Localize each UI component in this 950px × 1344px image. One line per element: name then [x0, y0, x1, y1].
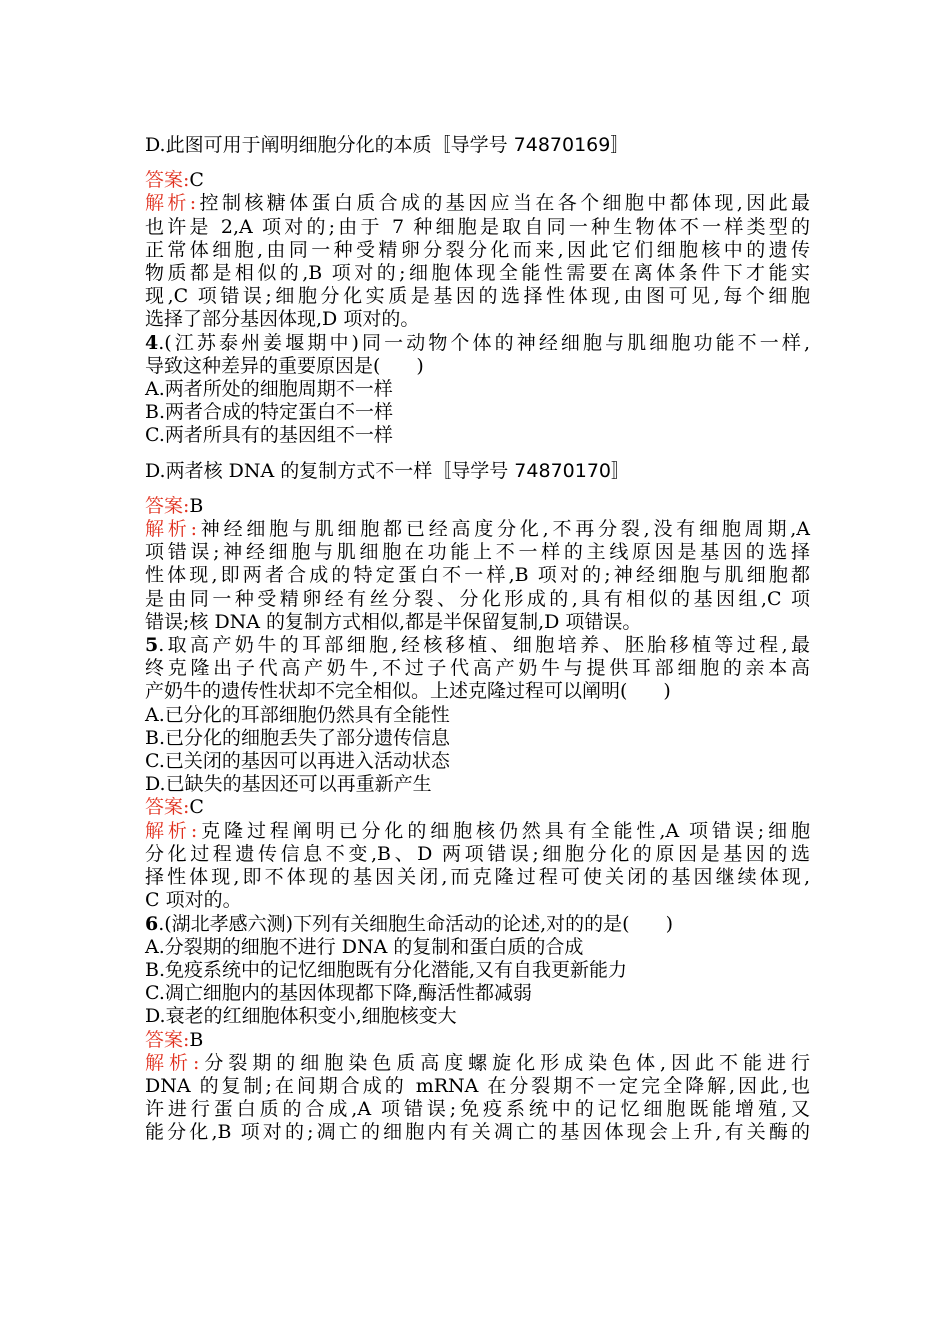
q6-analysis-line: DNA 的复制;在间期合成的 mRNA 在分裂期不一定完全降解,因此,也 — [145, 1074, 810, 1097]
q3-analysis-line: 选择了部分基因体现,D 项对的。 — [145, 308, 420, 331]
q4-analysis-line: 是由同一种受精卵经有丝分裂、分化形成的,具有相似的基因组,C 项 — [145, 587, 810, 610]
q6-option: D.衰老的红细胞体积变小,细胞核变大 — [145, 1005, 457, 1028]
q4-analysis-line: 解析:神经细胞与肌细胞都已经高度分化,不再分裂,没有细胞周期,A — [145, 518, 811, 541]
q5-option: C.已关闭的基因可以再进入活动状态 — [145, 750, 450, 773]
q4-option-d: D.两者核 DNA 的复制方式不一样〚导学号 74870170〛 — [145, 459, 631, 482]
q4-answer: 答案:B — [145, 494, 204, 517]
document-page — [145, 134, 810, 1145]
q3-analysis-line: 解析:控制核糖体蛋白质合成的基因应当在各个细胞中都体现,因此最 — [145, 192, 810, 215]
q6-answer: 答案:B — [145, 1028, 204, 1051]
q5-stem: 产奶牛的遗传性状却不完全相似。上述克隆过程可以阐明( ) — [145, 680, 671, 703]
q5-option: A.已分化的耳部细胞仍然具有全能性 — [145, 703, 450, 726]
q4-analysis-line: 错误;核 DNA 的复制方式相似,都是半保留复制,D 项错误。 — [145, 610, 642, 633]
q3-analysis-line: 也许是 2,A 项对的;由于 7 种细胞是取自同一种生物体不一样类型的 — [145, 215, 810, 238]
q3-answer: 答案:C — [145, 169, 204, 192]
q5-stem: 终克隆出子代高产奶牛,不过子代高产奶牛与提供耳部细胞的亲本高 — [145, 657, 810, 680]
q4-analysis-line: 项错误;神经细胞与肌细胞在功能上不一样的主线原因是基因的选择 — [145, 541, 810, 564]
q3-option-d: D.此图可用于阐明细胞分化的本质〚导学号 74870169〛 — [145, 134, 630, 156]
q4-stem: 4.(江苏泰州姜堰期中)同一动物个体的神经细胞与肌细胞功能不一样, — [145, 331, 810, 354]
q4-option: B.两者合成的特定蛋白不一样 — [145, 401, 394, 424]
q6-option: C.凋亡细胞内的基因体现都下降,酶活性都减弱 — [145, 982, 532, 1005]
q6-analysis-line: 许进行蛋白质的合成,A 项错误;免疫系统中的记忆细胞既能增殖,又 — [145, 1098, 810, 1121]
q5-option: D.已缺失的基因还可以再重新产生 — [145, 773, 432, 796]
q5-stem: 5.取高产奶牛的耳部细胞,经核移植、细胞培养、胚胎移植等过程,最 — [145, 634, 810, 657]
q3-guide-code: 〚导学号 74870169〛 — [431, 134, 630, 156]
q5-answer: 答案:C — [145, 796, 204, 819]
q5-option: B.已分化的细胞丢失了部分遗传信息 — [145, 726, 451, 749]
q4-option: A.两者所处的细胞周期不一样 — [145, 378, 393, 401]
q6-analysis-line: 能分化,B 项对的;凋亡的细胞内有关凋亡的基因体现会上升,有关酶的 — [145, 1121, 810, 1144]
q5-analysis-line: C 项对的。 — [145, 889, 242, 912]
q4-stem: 导致这种差异的重要原因是( ) — [145, 354, 424, 377]
q4-analysis-line: 性体现,即两者合成的特定蛋白不一样,B 项对的;神经细胞与肌细胞都 — [145, 564, 810, 587]
q3-analysis-line: 物质都是相似的,B 项对的;细胞体现全能性需要在离体条件下才能实 — [145, 262, 810, 285]
q6-stem: 6.(湖北孝感六测)下列有关细胞生命活动的论述,对的的是( ) — [145, 912, 673, 935]
q6-analysis-line: 解析:分裂期的细胞染色质高度螺旋化形成染色体,因此不能进行 — [145, 1051, 810, 1074]
q4-guide-code: 〚导学号 74870170〛 — [432, 459, 631, 482]
q5-analysis-line: 分化过程遗传信息不变,B、D 两项错误;细胞分化的原因是基因的选 — [145, 842, 810, 865]
q4-option: C.两者所具有的基因组不一样 — [145, 424, 393, 447]
q3-analysis-line: 正常体细胞,由同一种受精卵分裂分化而来,因此它们细胞核中的遗传 — [145, 238, 810, 261]
q5-analysis-line: 择性体现,即不体现的基因关闭,而克隆过程可使关闭的基因继续体现, — [145, 866, 810, 889]
q6-option: B.免疫系统中的记忆细胞既有分化潜能,又有自我更新能力 — [145, 958, 628, 981]
q6-option: A.分裂期的细胞不进行 DNA 的复制和蛋白质的合成 — [145, 935, 584, 958]
q3-analysis-line: 现,C 项错误;细胞分化实质是基因的选择性体现,由图可见,每个细胞 — [145, 285, 810, 308]
q5-analysis-line: 解析:克隆过程阐明已分化的细胞核仍然具有全能性,A 项错误;细胞 — [145, 819, 810, 842]
